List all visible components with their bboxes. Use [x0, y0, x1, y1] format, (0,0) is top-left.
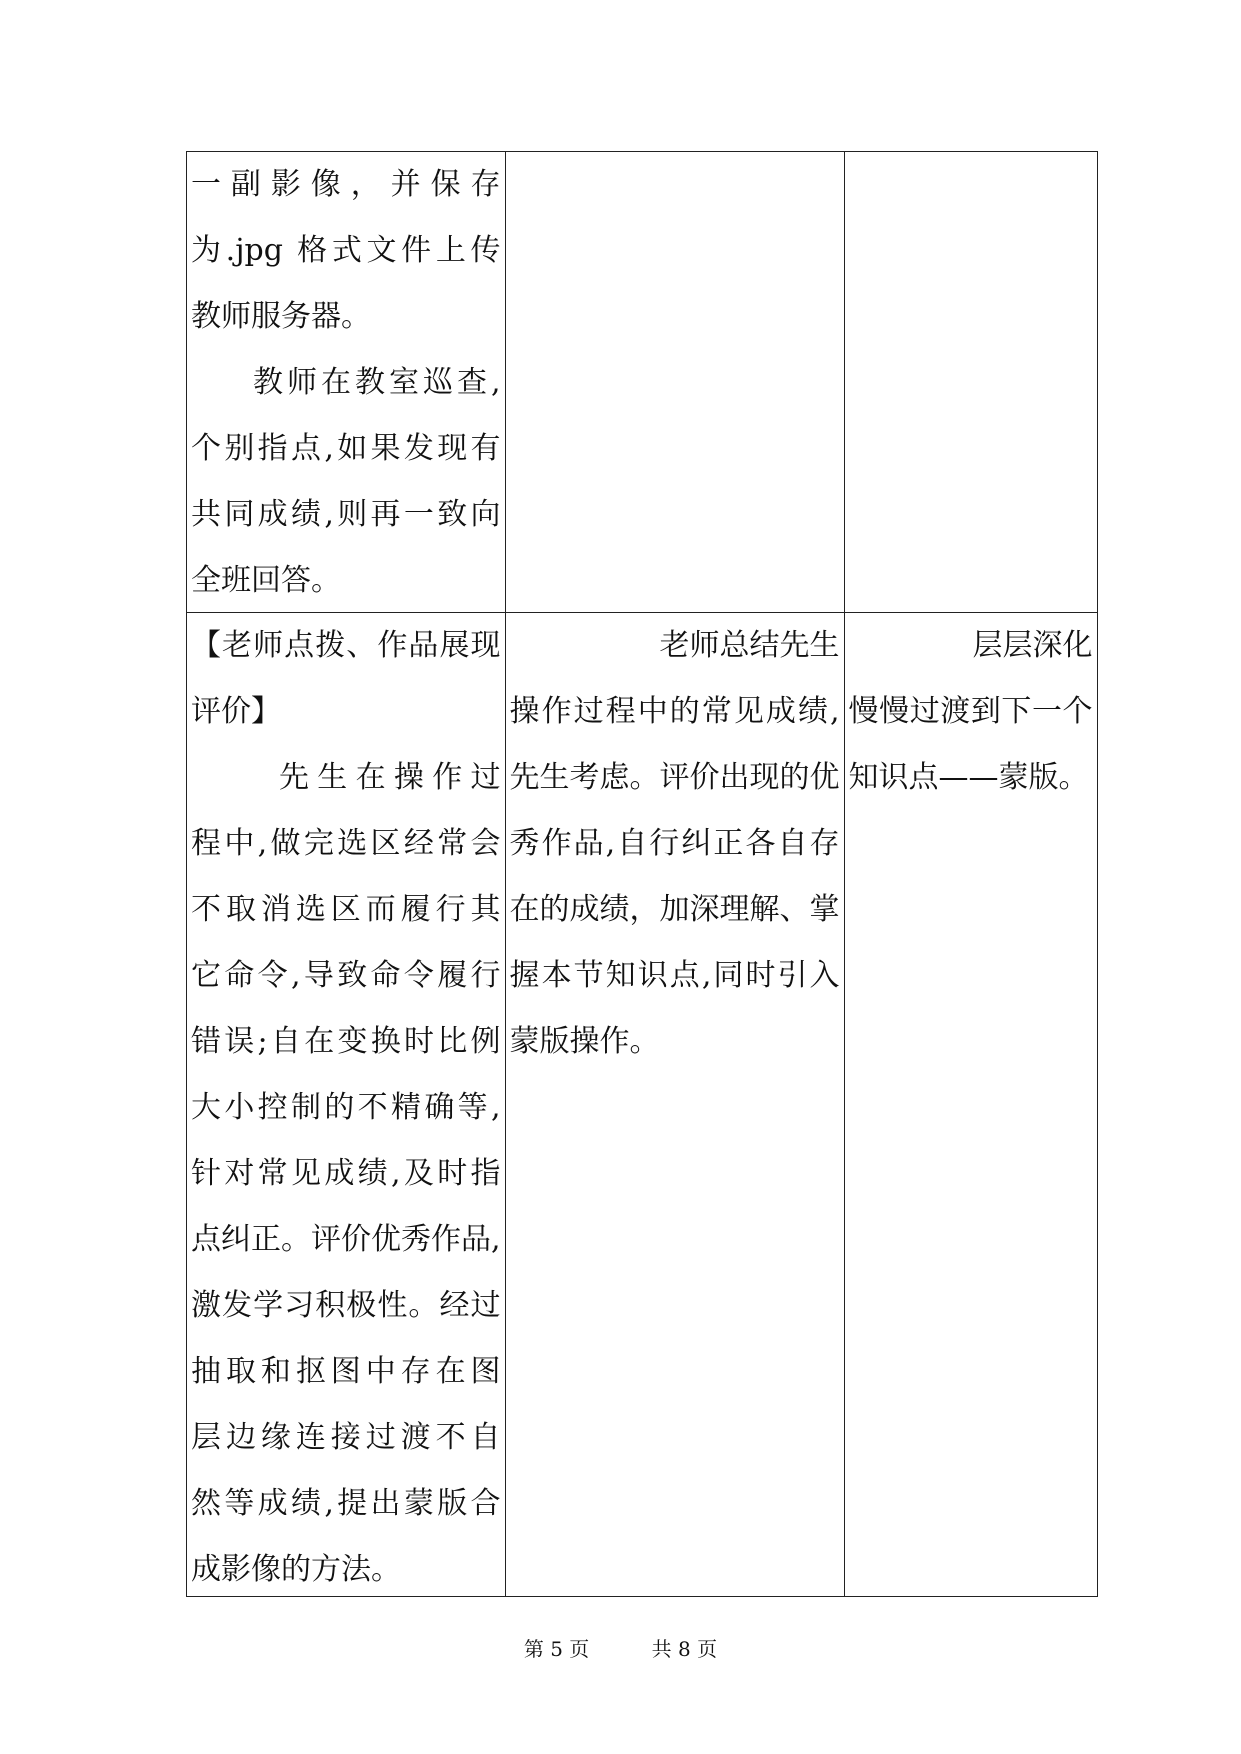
cell-line: 大小控制的不精确等,: [191, 1090, 501, 1125]
cell-line: 程中,做完选区经常会: [191, 826, 501, 861]
table-row: [187, 613, 1098, 1597]
table-cell: [187, 152, 506, 613]
section-heading: 【老师点拨、作品展现: [191, 628, 501, 663]
page-total: 共 8 页: [651, 1637, 718, 1661]
cell-line: 层层深化: [972, 628, 1093, 663]
cell-line: 操作过程中的常见成绩,: [509, 694, 840, 729]
cell-line: 个别指点,如果发现有: [191, 431, 501, 466]
cell-line: 先生在操作过: [279, 760, 501, 795]
table-cell: [844, 613, 1097, 1597]
page-number: 第 5 页: [523, 1637, 590, 1661]
cell-line: 在的成绩，加深理解、掌: [509, 892, 840, 927]
cell-line: 慢慢过渡到下一个: [848, 694, 1093, 729]
cell-line: 然等成绩,提出蒙版合: [191, 1486, 501, 1521]
cell-line: 共同成绩,则再一致向: [191, 497, 501, 532]
table-cell: [187, 613, 506, 1597]
cell-line: 知识点——蒙版。: [848, 760, 1089, 795]
cell-line: 抽取和抠图中存在图: [191, 1354, 501, 1389]
cell-line: 秀作品,自行纠正各自存: [509, 826, 840, 861]
cell-line: 成影像的方法。: [191, 1552, 401, 1587]
table-row: [187, 152, 1098, 613]
cell-line: 老师总结先生: [659, 628, 840, 663]
cell-line: 蒙版操作。: [509, 1024, 660, 1059]
cell-line: 握本节知识点,同时引入: [509, 958, 840, 993]
cell-line: 不取消选区而履行其: [191, 892, 501, 927]
table-cell: [505, 613, 844, 1597]
cell-line: 为.jpg 格式文件上传: [191, 233, 501, 268]
lesson-plan-table: [186, 151, 1098, 1597]
table-cell: [505, 152, 844, 613]
cell-line: 层边缘连接过渡不自: [191, 1420, 501, 1455]
cell-line: 点纠正。评价优秀作品,: [191, 1222, 501, 1257]
cell-line: 教师在教室巡查,: [253, 365, 501, 400]
cell-line: 全班回答。: [191, 563, 341, 598]
cell-line: 教师服务器。: [191, 299, 371, 334]
page-footer: [0, 1633, 1241, 1662]
cell-line: 一副影像，并保存: [191, 167, 501, 202]
cell-line: 激发学习积极性。经过: [191, 1288, 501, 1323]
section-heading: 评价】: [191, 694, 281, 729]
cell-line: 错误;自在变换时比例: [191, 1024, 501, 1059]
cell-line: 针对常见成绩,及时指: [191, 1156, 501, 1191]
table-cell: [844, 152, 1097, 613]
cell-line: 它命令,导致命令履行: [191, 958, 501, 993]
cell-line: 先生考虑。评价出现的优: [509, 760, 840, 795]
